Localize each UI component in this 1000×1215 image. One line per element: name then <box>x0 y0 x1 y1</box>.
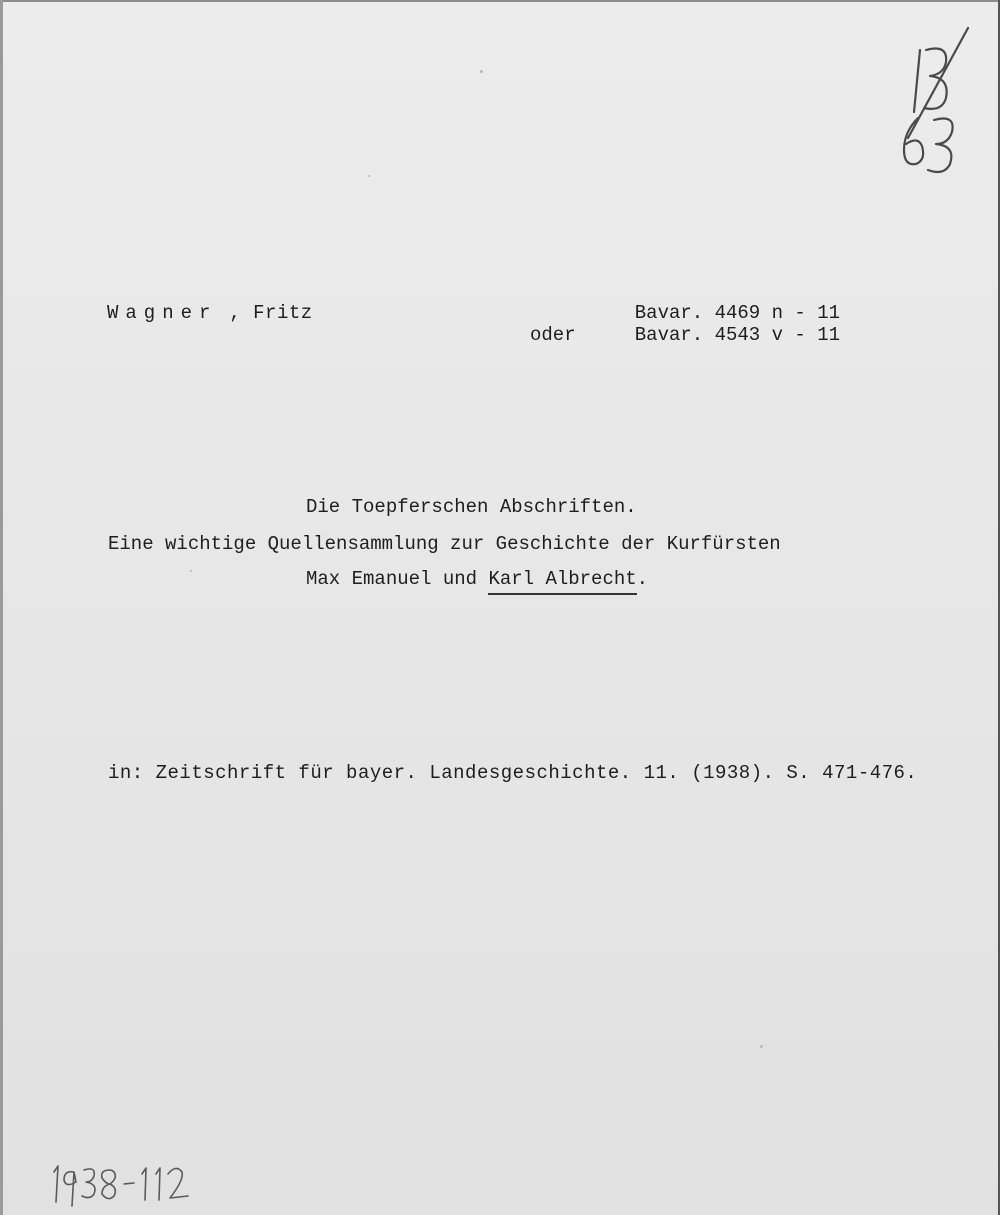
author-heading: Wagner , Fritz <box>107 302 313 324</box>
card-left-edge <box>0 0 3 1215</box>
paper-speck <box>760 1045 763 1048</box>
title-line-1: Die Toepferschen Abschriften. <box>306 496 637 518</box>
card-top-edge <box>0 0 1000 2</box>
handwritten-digit-1 <box>914 50 920 112</box>
title-underlined-name: Karl Albrecht <box>488 568 636 595</box>
author-forename: Fritz <box>253 302 313 324</box>
paper-speck <box>190 570 192 572</box>
handwritten-digit-6 <box>904 118 923 164</box>
title-line-3-end: . <box>636 568 649 590</box>
paper-speck <box>480 70 483 73</box>
shelfmark-code: Bavar. 4543 v - 11 <box>634 324 840 346</box>
shelfmark-row <box>530 326 850 348</box>
title-line-3 <box>306 570 648 589</box>
author-surname: Wagner <box>107 302 218 324</box>
handwritten-number-top <box>890 20 980 180</box>
title-line-2: Eine wichtige Quellensammlung zur Geschichte der Kurfürsten <box>108 533 781 555</box>
handwritten-digit-3-lower <box>928 119 953 173</box>
source-citation: in: Zeitschrift für bayer. Landesgeschichte. 11. (1938). S. 471-476. <box>108 762 918 784</box>
shelfmark-block <box>530 304 850 348</box>
handwritten-number-bottom <box>48 1158 198 1208</box>
shelfmark-code: Bavar. 4469 n - 11 <box>634 302 840 324</box>
shelfmark-prefix: oder <box>530 324 576 346</box>
handwritten-digit-3-upper <box>924 49 947 109</box>
paper-speck <box>368 175 370 177</box>
shelfmark-row <box>530 304 850 326</box>
title-line-3-plain: Max Emanuel und <box>306 568 489 590</box>
